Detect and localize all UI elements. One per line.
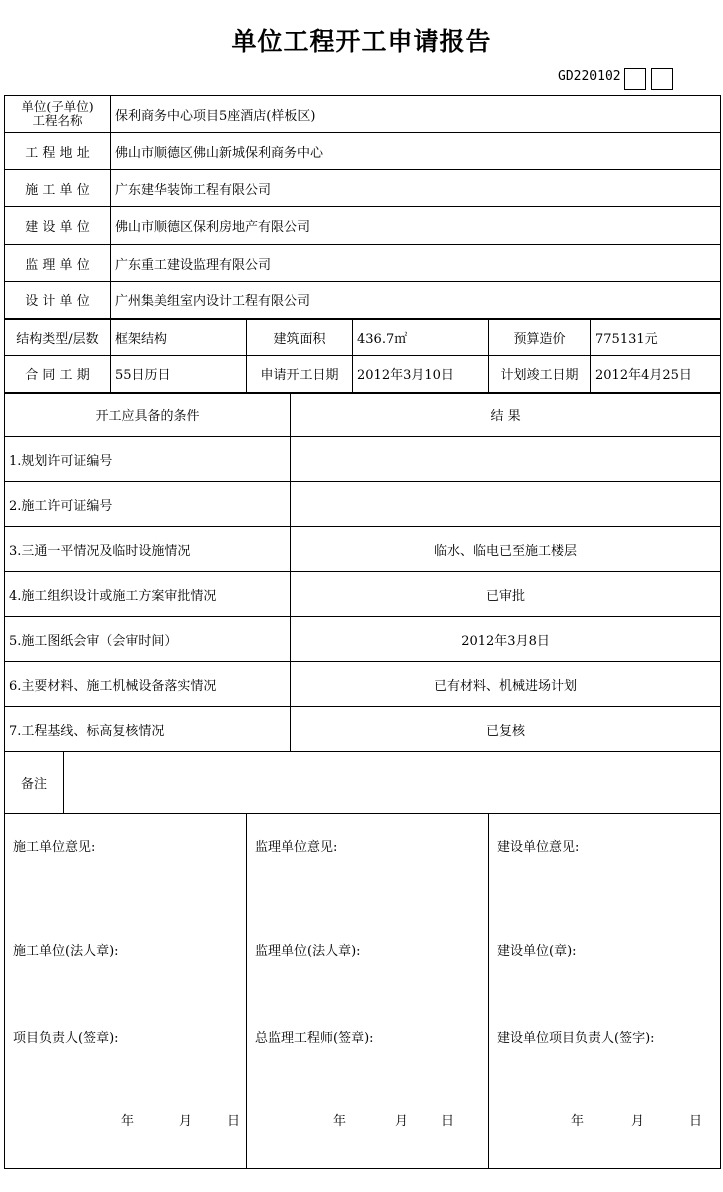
budget-label: 预算造价 [489, 319, 591, 356]
remarks-label: 备注 [5, 752, 64, 813]
row-specs-1 [5, 319, 721, 356]
application-form [4, 95, 721, 1169]
construction-signature-block [5, 814, 247, 1169]
condition-result [291, 482, 721, 527]
date-day: 日 [441, 1114, 455, 1129]
start-date-label: 申请开工日期 [247, 356, 353, 393]
address-label: 工 程 地 址 [5, 133, 111, 170]
condition-text: 2.施工许可证编号 [5, 482, 291, 527]
owner-person-label: 建设单位项目负责人(签字): [497, 1031, 655, 1046]
unit-name-label: 单位(子单位) 工程名称 [5, 96, 111, 133]
structure-value: 框架结构 [111, 319, 247, 356]
start-date-value: 2012年3月10日 [353, 356, 489, 393]
supervision-unit-value: 广东重工建设监理有限公司 [111, 245, 721, 282]
document-code: GD220102 [558, 69, 621, 84]
code-checkbox-1[interactable] [624, 68, 646, 90]
condition-row [5, 707, 721, 752]
condition-row [5, 482, 721, 527]
condition-row [5, 572, 721, 617]
finish-date-label: 计划竣工日期 [489, 356, 591, 393]
construction-person-label: 项目负责人(签章): [13, 1031, 119, 1046]
condition-row [5, 662, 721, 707]
date-year: 年 [571, 1114, 585, 1129]
unit-name-value: 保利商务中心项目5座酒店(样板区) [111, 96, 721, 133]
remarks-cell [5, 752, 721, 814]
condition-text: 4.施工组织设计或施工方案审批情况 [5, 572, 291, 617]
date-year: 年 [333, 1114, 347, 1129]
condition-result: 2012年3月8日 [291, 617, 721, 662]
condition-header: 开工应具备的条件 [5, 393, 291, 437]
contract-period-value: 55日历日 [111, 356, 247, 393]
row-supervision-unit [5, 245, 721, 282]
row-owner-unit [5, 207, 721, 245]
condition-result [291, 437, 721, 482]
structure-label: 结构类型/层数 [5, 319, 111, 356]
condition-row [5, 527, 721, 572]
design-unit-value: 广州集美组室内设计工程有限公司 [111, 282, 721, 319]
date-day: 日 [689, 1114, 703, 1129]
condition-result: 临水、临电已至施工楼层 [291, 527, 721, 572]
conditions-header [5, 393, 721, 437]
date-month: 月 [395, 1114, 409, 1129]
supervision-unit-label: 监 理 单 位 [5, 245, 111, 282]
owner-unit-label: 建 设 单 位 [5, 207, 111, 245]
condition-text: 1.规划许可证编号 [5, 437, 291, 482]
supervision-signature-block [247, 814, 489, 1169]
construction-seal-label: 施工单位(法人章): [13, 944, 119, 959]
condition-result: 已有材料、机械进场计划 [291, 662, 721, 707]
condition-text: 6.主要材料、施工机械设备落实情况 [5, 662, 291, 707]
supervision-seal-label: 监理单位(法人章): [255, 944, 361, 959]
area-label: 建筑面积 [247, 319, 353, 356]
page-title: 单位工程开工申请报告 [231, 27, 492, 56]
supervision-opinion-label: 监理单位意见: [255, 840, 338, 855]
result-header: 结 果 [291, 393, 721, 437]
finish-date-value: 2012年4月25日 [591, 356, 721, 393]
contract-period-label: 合 同 工 期 [5, 356, 111, 393]
area-value: 436.7㎡ [353, 319, 489, 356]
date-day: 日 [227, 1114, 241, 1129]
date-month: 月 [631, 1114, 645, 1129]
supervision-person-label: 总监理工程师(签章): [255, 1031, 374, 1046]
row-unit-name [5, 96, 721, 133]
condition-text: 7.工程基线、标高复核情况 [5, 707, 291, 752]
date-month: 月 [179, 1114, 193, 1129]
address-value: 佛山市顺德区佛山新城保利商务中心 [111, 133, 721, 170]
row-design-unit [5, 282, 721, 319]
condition-result: 已复核 [291, 707, 721, 752]
design-unit-label: 设 计 单 位 [5, 282, 111, 319]
code-checkbox-2[interactable] [651, 68, 673, 90]
row-address [5, 133, 721, 170]
signature-row [5, 814, 721, 1169]
budget-value: 775131元 [591, 319, 721, 356]
row-construction-unit [5, 170, 721, 207]
condition-result: 已审批 [291, 572, 721, 617]
owner-opinion-label: 建设单位意见: [497, 840, 580, 855]
condition-text: 5.施工图纸会审（会审时间） [5, 617, 291, 662]
condition-row [5, 437, 721, 482]
remarks-row [5, 752, 721, 814]
row-specs-2 [5, 356, 721, 393]
owner-signature-block [489, 814, 721, 1169]
date-year: 年 [121, 1114, 135, 1129]
construction-unit-label: 施 工 单 位 [5, 170, 111, 207]
condition-text: 3.三通一平情况及临时设施情况 [5, 527, 291, 572]
owner-unit-value: 佛山市顺德区保利房地产有限公司 [111, 207, 721, 245]
construction-unit-value: 广东建华装饰工程有限公司 [111, 170, 721, 207]
owner-seal-label: 建设单位(章): [497, 944, 577, 959]
condition-row [5, 617, 721, 662]
construction-opinion-label: 施工单位意见: [13, 840, 96, 855]
